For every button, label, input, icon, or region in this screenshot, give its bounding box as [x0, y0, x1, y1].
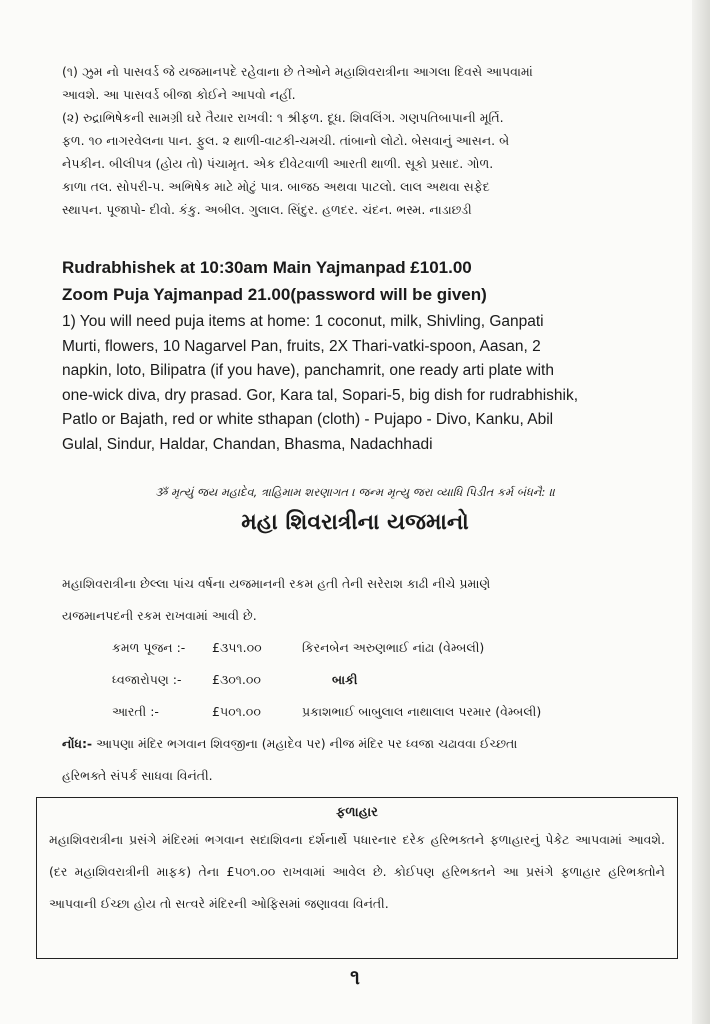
text-line: Murti, flowers, 10 Nagarvel Pan, fruits, 2X Thari-vatki-spoon, Aasan, 2	[62, 337, 541, 355]
gujarati-instructions	[62, 60, 682, 221]
sponsor-amount: £૩૦૧.૦૦	[212, 672, 261, 687]
text-line: સ્થાપન. પૂજાપો- દીવો. કંકુ. અબીલ. ગુલાલ. સિંદુર. હળદર. ચંદન. ભસ્મ. નાડાછડી	[62, 202, 472, 217]
note-label: નોંધ:-	[62, 736, 93, 751]
text-line: one-wick diva, dry prasad. Gor, Kara tal, Sopari-5, big dish for rudrabhishik,	[62, 386, 579, 404]
falahar-box	[36, 797, 678, 959]
sponsors-section	[62, 568, 682, 792]
note-line	[62, 728, 682, 760]
note-text: આપણા મંદિર ભગવાન શિવજીના (મહાદેવ પર) નીજ મંદિર પર ધ્વજા ચઢાવવા ઈચ્છતા	[92, 736, 518, 751]
text-line: napkin, loto, Bilipatra (if you have), panchamrit, one ready arti plate with	[62, 362, 554, 380]
rudrabhishek-heading: Rudrabhishek at 10:30am Main Yajmanpad £101.00	[62, 258, 472, 277]
text-line: નેપકીન. બીલીપત્ર (હોય તો) પંચામૃત. એક દીવેટવાળી આરતી થાળી. સૂકો પ્રસાદ. ગોળ.	[62, 156, 494, 171]
falahar-text: મહાશિવરાત્રીના પ્રસંગે મંદિરમાં ભગવાન સદાશિવના દર્શનાર્થે પધારનાર દરેક હરિભક્તને ફળાહારનું પેકેટ આપવામાં આવશે. (દર મહાશિવરાત્રીની માફક) તેના £૫૦૧.૦૦ રાખવામાં આવેલ છે. કોઈપણ હરિભક્તને આ પ્રસંગે ફળાહાર હરિભક્તોને આપવાની ઈચ્છા હોય તો સત્વરે મંદિરની ઓફિસમાં જણાવવા વિનંતી.	[49, 832, 665, 911]
text-line: 1) You will need puja items at home: 1 coconut, milk, Shivling, Ganpati	[62, 313, 544, 330]
sponsor-amount: £૩૫૧.૦૦	[212, 640, 262, 655]
text-line: યજમાનપદની રકમ રાખવામાં આવી છે.	[62, 608, 257, 623]
text-line: Gulal, Sindur, Haldar, Chandan, Bhasma, Nadachhadi	[62, 435, 433, 453]
note-line: હરિભક્તે સંપર્ક સાધવા વિનંતી.	[62, 768, 213, 783]
section-title: મહા શિવરાત્રીના યજમાનો	[241, 510, 469, 535]
sponsor-item: આરતી :-	[112, 704, 159, 719]
text-line: (૧) ઝુમ નો પાસવર્ડ જે યજમાનપદે રહેવાના છે તેઓને મહાશિવરાત્રીના આગલા દિવસે આપવામાં	[62, 64, 533, 79]
text-line: મહાશિવરાત્રીના છેલ્લા પાંચ વર્ષના યજમાનની રકમ હતી તેની સરેરાશ કાઢી નીચે પ્રમાણે	[62, 576, 491, 591]
mantra-line: ૐ મૃત્યું જય મહાદેવ, ત્રાહિમામ શરણાગત । જન્મ મૃત્યુ જરા વ્યાધિ પિડીત કર્મ બંધનૈ: ॥	[154, 485, 556, 499]
sponsor-row	[62, 664, 682, 696]
sponsor-row	[62, 696, 682, 728]
english-instructions	[62, 310, 692, 458]
sponsor-item: ધ્વજારોપણ :-	[112, 672, 182, 687]
text-line: (૨) રુદ્રાભિષેકની સામગ્રી ઘરે તૈયાર રાખવી: ૧ શ્રીફળ. દૂધ. શિવલિંગ. ગણપતિબાપાની મૂર્તિ.	[62, 110, 504, 125]
text-line: આવશે. આ પાસવર્ડ બીજા કોઈને આપવો નહીં.	[62, 87, 296, 102]
falahar-title: ફળાહાર	[336, 805, 378, 820]
sponsor-name: બાકી	[332, 672, 358, 687]
text-line: Patlo or Bajath, red or white sthapan (cloth) - Pujapo - Divo, Kanku, Abil	[62, 411, 554, 429]
page-number: ૧	[350, 965, 360, 989]
sponsor-amount: £૫૦૧.૦૦	[212, 704, 261, 719]
zoom-puja-heading: Zoom Puja Yajmanpad 21.00(password will be given)	[62, 285, 487, 304]
sponsor-name: પ્રકાશભાઈ બાબુલાલ નાથાલાલ પરમાર (વેમ્બલી)	[302, 704, 542, 719]
sponsor-row	[62, 632, 682, 664]
sponsor-item: કમળ પૂજન :-	[112, 640, 186, 655]
text-line: કાળા તલ. સોપરી-૫. અભિષેક માટે મોટું પાત્ર. બાજઠ અથવા પાટલો. લાલ અથવા સફેદ	[62, 179, 490, 194]
sponsor-name: કિરનબેન અરુણભાઈ નાંઢા (વેમ્બલી)	[302, 640, 485, 655]
text-line: ફળ. ૧૦ નાગરવેલના પાન. ફુલ. ૨ થાળી-વાટકી-ચમચી. તાંબાનો લોટો. બેસવાનું આસન. બે	[62, 133, 510, 148]
